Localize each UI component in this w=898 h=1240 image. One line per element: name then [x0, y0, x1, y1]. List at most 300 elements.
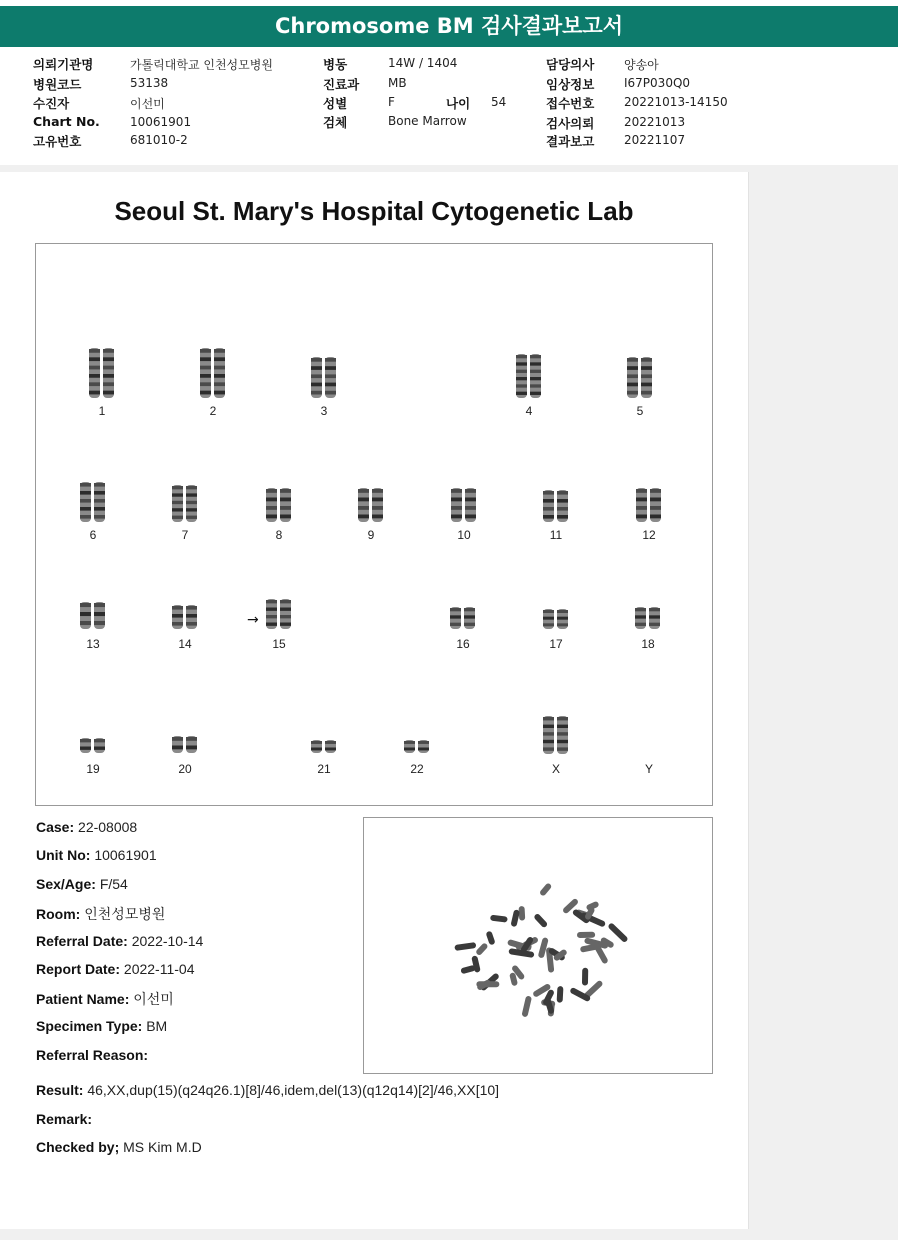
referral-date-field — [36, 933, 203, 949]
chromosome-band — [94, 747, 105, 750]
chromosome-band — [627, 383, 638, 387]
field-value: MS Kim M.D — [123, 1139, 202, 1155]
field-value: F/54 — [99, 876, 128, 892]
chromosome-band — [557, 610, 568, 613]
chromosome-band — [172, 746, 183, 750]
chromosome-band — [311, 374, 322, 378]
chromosome-band — [186, 746, 197, 750]
meta-value: I67P030Q0 — [624, 76, 691, 90]
chromosome-band — [94, 603, 105, 607]
chromosome-pair-22 — [401, 740, 441, 753]
chromosome-band — [404, 748, 415, 751]
chromosome-band — [89, 374, 100, 378]
chromosome-label-7: 7 — [181, 528, 189, 542]
chromosome-pair-15 — [263, 599, 303, 629]
chromosome-band — [311, 366, 322, 370]
chromosome-band — [80, 603, 91, 607]
chromosome-4-2 — [530, 354, 541, 398]
chromosome-band — [649, 608, 660, 611]
meta-label: 수진자 — [33, 96, 70, 111]
chromosome-band — [543, 499, 554, 503]
meta-value: Bone Marrow — [388, 114, 467, 128]
chromosome-pair-10 — [448, 488, 488, 522]
chromosome-pair-18 — [632, 607, 672, 629]
chromosome-band — [103, 374, 114, 378]
field-label: Remark: — [36, 1111, 93, 1127]
chromosome-band — [325, 358, 336, 362]
case-field — [36, 819, 137, 835]
chromosome-band — [266, 489, 277, 493]
chromosome-band — [543, 747, 554, 750]
chromosome-label-6: 6 — [89, 528, 97, 542]
chromosome-band — [311, 391, 322, 395]
chromosome-band — [266, 515, 277, 519]
unit-field — [36, 847, 157, 863]
chromosome-band — [280, 608, 291, 611]
meta-label: 나이 — [446, 96, 471, 111]
patient-meta-panel — [0, 47, 898, 166]
chromosome-band — [450, 623, 461, 626]
chromosome-band — [543, 507, 554, 511]
chromosome-band — [80, 739, 91, 742]
chromosome-pair-19 — [77, 738, 117, 753]
chromosome-2-1 — [200, 348, 211, 398]
meta-label: 진료과 — [323, 77, 360, 92]
meta-value: 14W / 1404 — [388, 56, 458, 70]
chromosome-band — [636, 498, 647, 502]
chromosome-band — [266, 506, 277, 510]
chromosome-band — [649, 615, 660, 618]
chromosome-label-12: 12 — [642, 528, 656, 542]
lab-title: Seoul St. Mary's Hospital Cytogenetic Lab — [114, 196, 634, 226]
chromosome-label-13: 13 — [86, 637, 100, 651]
arrow-indicator: → — [247, 612, 259, 628]
chromosome-band — [530, 362, 541, 365]
chromosome-band — [451, 506, 462, 510]
chromosome-band — [280, 623, 291, 626]
chromosome-band — [311, 358, 322, 362]
chromosome-band — [557, 623, 568, 626]
chromosome-label-17: 17 — [549, 637, 563, 651]
chromosome-band — [280, 506, 291, 510]
chromosome-band — [94, 621, 105, 625]
meta-label: Chart No. — [33, 114, 100, 129]
chromosome-band — [325, 383, 336, 387]
chromosome-band — [89, 391, 100, 395]
meta-label: 성별 — [323, 96, 348, 111]
meta-value: 53138 — [130, 76, 169, 90]
chromosome-band — [636, 515, 647, 519]
chromosome-band — [557, 515, 568, 519]
chromosome-band — [557, 507, 568, 511]
chromosome-band — [266, 600, 277, 603]
chromosome-band — [89, 357, 100, 361]
meta-label: 담당의사 — [546, 57, 595, 72]
meta-label: 병원코드 — [33, 77, 82, 92]
chromosome-pair-3 — [308, 357, 348, 398]
chromosome-label-3: 3 — [320, 404, 328, 418]
chromosome-band — [465, 498, 476, 502]
meta-value: 20221013 — [624, 115, 686, 129]
chromosome-band — [280, 498, 291, 502]
chromosome-band — [516, 384, 527, 387]
chromosome-band — [358, 489, 369, 493]
chromosome-band — [172, 486, 183, 489]
field-label: Specimen Type: — [36, 1018, 143, 1034]
chromosome-band — [325, 748, 336, 751]
chromosome-band — [464, 608, 475, 611]
chromosome-band — [311, 741, 322, 744]
field-value: 이선미 — [133, 991, 174, 1007]
chromosome-2-2 — [214, 348, 225, 398]
chromosome-band — [89, 382, 100, 386]
chromosome-band — [186, 614, 197, 618]
chromosome-band — [650, 498, 661, 502]
meta-label: 결과보고 — [546, 134, 595, 149]
field-label: Checked by; — [36, 1139, 120, 1155]
chromosome-band — [280, 489, 291, 493]
chromosome-band — [465, 489, 476, 493]
chromosome-band — [186, 486, 197, 489]
meta-value: 이선미 — [130, 97, 165, 111]
chromosome-band — [89, 366, 100, 370]
chromosome-band — [641, 366, 652, 370]
chromosome-band — [650, 489, 661, 493]
chromosome-band — [94, 612, 105, 616]
meta-value: 20221013-14150 — [624, 95, 728, 109]
chromosome-band — [557, 499, 568, 503]
chromosome-band — [516, 377, 527, 380]
chromosome-pair-9 — [355, 488, 395, 522]
chromosome-label-22: 22 — [410, 762, 424, 776]
chromosome-band — [186, 606, 197, 610]
chromosome-band — [80, 483, 91, 487]
chromosome-band — [543, 515, 554, 519]
meta-value: 20221107 — [624, 133, 686, 147]
chromosome-band — [186, 501, 197, 504]
chromosome-band — [103, 391, 114, 395]
chromosome-pair-12 — [633, 488, 673, 522]
chromosome-band — [172, 614, 183, 618]
chromosome-band — [636, 489, 647, 493]
metaphase-chromosome — [490, 915, 508, 923]
field-label: Referral Reason: — [36, 1047, 149, 1063]
metaphase-chromosome — [607, 922, 628, 943]
chromosome-band — [80, 515, 91, 519]
chromosome-pair-X — [540, 716, 580, 754]
chromosome-band — [103, 382, 114, 386]
chromosome-band — [280, 600, 291, 603]
chromosome-band — [200, 374, 211, 378]
chromosome-band — [450, 615, 461, 618]
sex-age-field — [36, 876, 128, 892]
meta-label: 의뢰기관명 — [33, 57, 94, 72]
meta-value: F — [388, 95, 395, 109]
chromosome-pair-13 — [77, 602, 117, 629]
field-value: 인천성모병원 — [84, 906, 166, 922]
field-label: Report Date: — [36, 961, 121, 977]
meta-label: 검사의뢰 — [546, 116, 595, 131]
chromosome-band — [80, 507, 91, 511]
chromosome-band — [172, 501, 183, 504]
chromosome-band — [200, 391, 211, 395]
chromosome-band — [418, 748, 429, 751]
chromosome-band — [641, 391, 652, 395]
chromosome-band — [200, 357, 211, 361]
chromosome-band — [186, 737, 197, 741]
field-value: 10061901 — [94, 847, 157, 863]
chromosome-band — [325, 741, 336, 744]
meta-value: 양송아 — [624, 58, 659, 72]
chromosome-band — [450, 608, 461, 611]
chromosome-band — [214, 357, 225, 361]
metaphase-chromosome — [533, 913, 548, 929]
chromosome-band — [635, 608, 646, 611]
patient-name-field — [36, 989, 174, 1009]
chromosome-band — [636, 506, 647, 510]
chromosome-band — [543, 491, 554, 495]
chromosome-band — [516, 392, 527, 395]
chromosome-band — [557, 747, 568, 750]
chromosome-band — [214, 382, 225, 386]
field-label: Referral Date: — [36, 933, 128, 949]
chromosome-pair-21 — [308, 740, 348, 753]
chromosome-band — [325, 391, 336, 395]
chromosome-label-9: 9 — [367, 528, 375, 542]
chromosome-band — [543, 610, 554, 613]
chromosome-band — [464, 615, 475, 618]
field-label: Sex/Age: — [36, 876, 96, 892]
chromosome-pair-7 — [169, 485, 209, 522]
chromosome-1-2 — [103, 348, 114, 398]
metaphase-chromosome — [557, 986, 564, 1003]
chromosome-band — [543, 725, 554, 728]
chromosome-band — [530, 355, 541, 358]
chromosome-pair-5 — [624, 357, 664, 398]
metaphase-chromosome — [454, 942, 476, 951]
chromosome-band — [214, 366, 225, 370]
chromosome-band — [311, 383, 322, 387]
chromosome-band — [557, 740, 568, 743]
chromosome-band — [543, 623, 554, 626]
chromosome-band — [186, 508, 197, 511]
chromosome-band — [80, 491, 91, 495]
chromosome-1-1 — [89, 348, 100, 398]
report-header: Chromosome BM 검사결과보고서 — [0, 6, 898, 47]
meta-label: 접수번호 — [546, 96, 595, 111]
meta-value: 가톨릭대학교 인천성모병원 — [130, 58, 273, 72]
metaphase-chromosome — [577, 932, 595, 938]
chromosome-band — [516, 362, 527, 365]
chromosome-band — [530, 370, 541, 373]
chromosome-pair-20 — [169, 736, 209, 753]
chromosome-band — [80, 612, 91, 616]
chromosome-band — [516, 355, 527, 358]
chromosome-band — [465, 515, 476, 519]
chromosome-band — [280, 515, 291, 519]
field-value: 22-08008 — [78, 819, 138, 835]
chromosome-band — [103, 366, 114, 370]
chromosome-band — [325, 366, 336, 370]
chromosome-band — [200, 366, 211, 370]
metaphase-image — [363, 817, 713, 1074]
chromosome-band — [172, 508, 183, 511]
chromosome-band — [89, 349, 100, 353]
chromosome-band — [530, 384, 541, 387]
chromosome-band — [557, 732, 568, 735]
metaphase-chromosome — [475, 942, 489, 956]
chromosome-label-8: 8 — [275, 528, 283, 542]
chromosome-band — [80, 747, 91, 750]
chromosome-band — [172, 516, 183, 519]
chromosome-band — [94, 515, 105, 519]
chromosome-pair-4 — [513, 354, 553, 398]
chromosome-band — [451, 498, 462, 502]
chromosome-band — [94, 739, 105, 742]
chromosome-band — [530, 377, 541, 380]
chromosome-label-5: 5 — [636, 404, 644, 418]
chromosome-band — [358, 506, 369, 510]
chromosome-label-20: 20 — [178, 762, 192, 776]
chromosome-band — [635, 615, 646, 618]
chromosome-band — [627, 374, 638, 378]
chromosome-label-10: 10 — [457, 528, 471, 542]
chromosome-band — [451, 489, 462, 493]
chromosome-band — [557, 725, 568, 728]
chromosome-band — [172, 493, 183, 496]
chromosome-label-X: X — [551, 762, 560, 776]
field-value: BM — [146, 1018, 168, 1034]
chromosome-band — [464, 623, 475, 626]
chromosome-pair-17 — [540, 609, 580, 629]
chromosome-pair-8 — [263, 488, 303, 522]
chromosome-label-Y: Y — [644, 762, 653, 776]
chromosome-band — [214, 374, 225, 378]
chromosome-label-14: 14 — [178, 637, 192, 651]
chromosome-band — [214, 349, 225, 353]
chromosome-band — [557, 617, 568, 620]
chromosome-pair-11 — [540, 490, 580, 522]
chromosome-label-19: 19 — [86, 762, 100, 776]
chromosome-band — [325, 374, 336, 378]
chromosome-band — [627, 391, 638, 395]
meta-label: 고유번호 — [33, 134, 82, 149]
chromosome-band — [80, 621, 91, 625]
chromosome-band — [418, 741, 429, 744]
chromosome-band — [103, 349, 114, 353]
field-label: Unit No: — [36, 847, 91, 863]
chromosome-pair-2 — [197, 348, 237, 398]
chromosome-band — [266, 498, 277, 502]
remark-field — [36, 1111, 92, 1127]
field-label: Result: — [36, 1082, 84, 1098]
chromosome-label-1: 1 — [98, 404, 106, 418]
chromosome-band — [372, 489, 383, 493]
chromosome-band — [94, 507, 105, 511]
room-field — [36, 904, 165, 924]
specimen-type-field — [36, 1018, 167, 1034]
chromosome-band — [266, 615, 277, 618]
chromosome-band — [543, 740, 554, 743]
meta-value: 10061901 — [130, 115, 192, 129]
chromosome-band — [358, 515, 369, 519]
chromosome-pair-14 — [169, 605, 209, 629]
chromosome-band — [641, 374, 652, 378]
field-label: Patient Name: — [36, 991, 130, 1007]
field-label: Room: — [36, 906, 81, 922]
chromosome-band — [186, 516, 197, 519]
meta-label: 병동 — [323, 57, 348, 72]
chromosome-band — [641, 383, 652, 387]
chromosome-band — [650, 515, 661, 519]
chromosome-band — [627, 358, 638, 362]
metaphase-chromosome — [519, 906, 526, 921]
chromosome-pair-6 — [77, 482, 117, 522]
referral-reason-field — [36, 1047, 148, 1063]
metaphase-chromosome — [521, 995, 532, 1017]
metaphase-chromosome — [539, 882, 553, 897]
chromosome-band — [186, 493, 197, 496]
chromosome-band — [530, 392, 541, 395]
chromosome-band — [635, 623, 646, 626]
chromosome-band — [214, 391, 225, 395]
result-field — [36, 1082, 499, 1098]
chromosome-band — [200, 349, 211, 353]
chromosome-band — [200, 382, 211, 386]
metaphase-chromosome — [582, 968, 588, 986]
chromosome-label-18: 18 — [641, 637, 655, 651]
chromosome-band — [543, 717, 554, 720]
field-value: 2022-10-14 — [131, 933, 204, 949]
chromosome-band — [266, 623, 277, 626]
chromosome-band — [516, 370, 527, 373]
field-value: 2022-11-04 — [123, 961, 195, 977]
chromosome-band — [103, 357, 114, 361]
chromosome-band — [172, 737, 183, 741]
chromosome-band — [641, 358, 652, 362]
chromosome-band — [358, 498, 369, 502]
chromosome-band — [543, 617, 554, 620]
chromosome-band — [186, 622, 197, 626]
chromosome-band — [80, 499, 91, 503]
chromosome-band — [650, 506, 661, 510]
chromosome-4-1 — [516, 354, 527, 398]
meta-label: 임상정보 — [546, 77, 595, 92]
metaphase-spread-image — [364, 818, 712, 1073]
chromosome-label-21: 21 — [317, 762, 331, 776]
meta-value: 681010-2 — [130, 133, 188, 147]
chromosome-band — [557, 717, 568, 720]
chromosome-band — [372, 498, 383, 502]
meta-value: MB — [388, 76, 407, 90]
metaphase-chromosome — [510, 909, 520, 927]
chromosome-band — [649, 623, 660, 626]
chromosome-band — [172, 606, 183, 610]
meta-label: 검체 — [323, 115, 348, 130]
chromosome-band — [557, 491, 568, 495]
report-date-field — [36, 961, 194, 977]
chromosome-band — [94, 499, 105, 503]
chromosome-band — [372, 515, 383, 519]
chromosome-band — [311, 748, 322, 751]
chromosome-band — [94, 483, 105, 487]
karyogram-panel — [35, 243, 713, 806]
chromosome-label-15: 15 — [272, 637, 286, 651]
chromosome-band — [266, 608, 277, 611]
chromosome-band — [543, 732, 554, 735]
chromosome-band — [280, 615, 291, 618]
chromosome-band — [465, 506, 476, 510]
